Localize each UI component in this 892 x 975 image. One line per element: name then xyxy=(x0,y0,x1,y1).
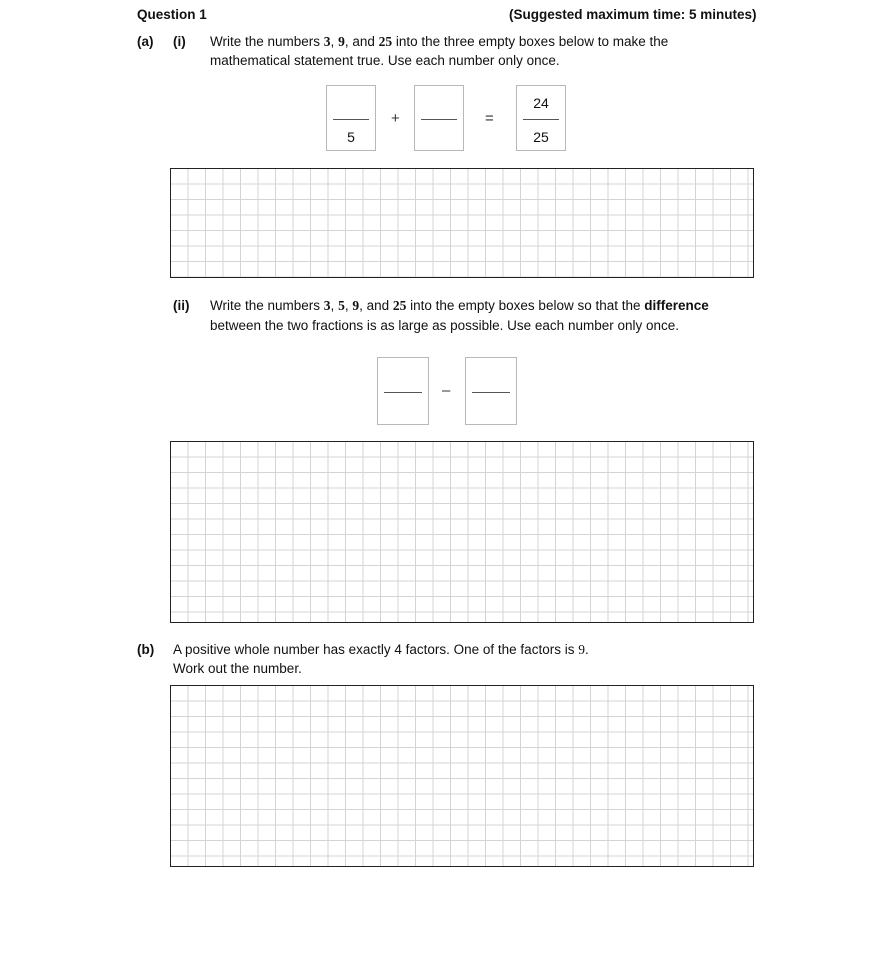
answer-grid-b[interactable] xyxy=(170,685,754,867)
part-a-i-instruction-line1: Write the numbers 3, 9, and 25 into the three empty boxes below to make the xyxy=(210,34,669,49)
part-a-ii-instruction-line1: Write the numbers 3, 5, 9, and 25 into the empty boxes below so that the difference xyxy=(210,298,709,313)
fraction-bar xyxy=(523,119,559,120)
plus-sign: + xyxy=(391,110,400,127)
answer-grid-a-i[interactable] xyxy=(170,168,754,278)
result-numerator: 24 xyxy=(533,95,549,111)
minus-sign: – xyxy=(442,382,451,399)
fraction-1 xyxy=(326,85,376,151)
fraction-bar xyxy=(333,119,369,120)
fraction-3 xyxy=(377,357,429,425)
part-a-ii-label: (ii) xyxy=(173,298,190,313)
fraction-4 xyxy=(465,357,517,425)
part-b-line2: Work out the number. xyxy=(173,661,302,676)
equals-sign: = xyxy=(485,110,494,127)
part-a-i-label: (i) xyxy=(173,34,186,49)
part-a-ii-instruction-line2: between the two fractions is as large as possible. Use each number only once. xyxy=(210,318,680,333)
answer-grid-a-ii[interactable] xyxy=(170,441,754,623)
fraction-1-denominator: 5 xyxy=(347,129,355,145)
fraction-bar xyxy=(384,392,422,393)
fraction-bar xyxy=(472,392,510,393)
part-a-label: (a) xyxy=(137,34,154,49)
result-fraction xyxy=(516,85,566,151)
part-b-label: (b) xyxy=(137,642,155,657)
part-a-i-instruction-line2: mathematical statement true. Use each number only once. xyxy=(210,53,560,68)
part-b-line1: A positive whole number has exactly 4 factors. One of the factors is 9. xyxy=(173,642,589,657)
fraction-bar xyxy=(421,119,457,120)
question-title: Question 1 xyxy=(137,7,207,22)
result-denominator: 25 xyxy=(533,129,549,145)
suggested-time: (Suggested maximum time: 5 minutes) xyxy=(509,7,757,22)
fraction-2 xyxy=(414,85,464,151)
